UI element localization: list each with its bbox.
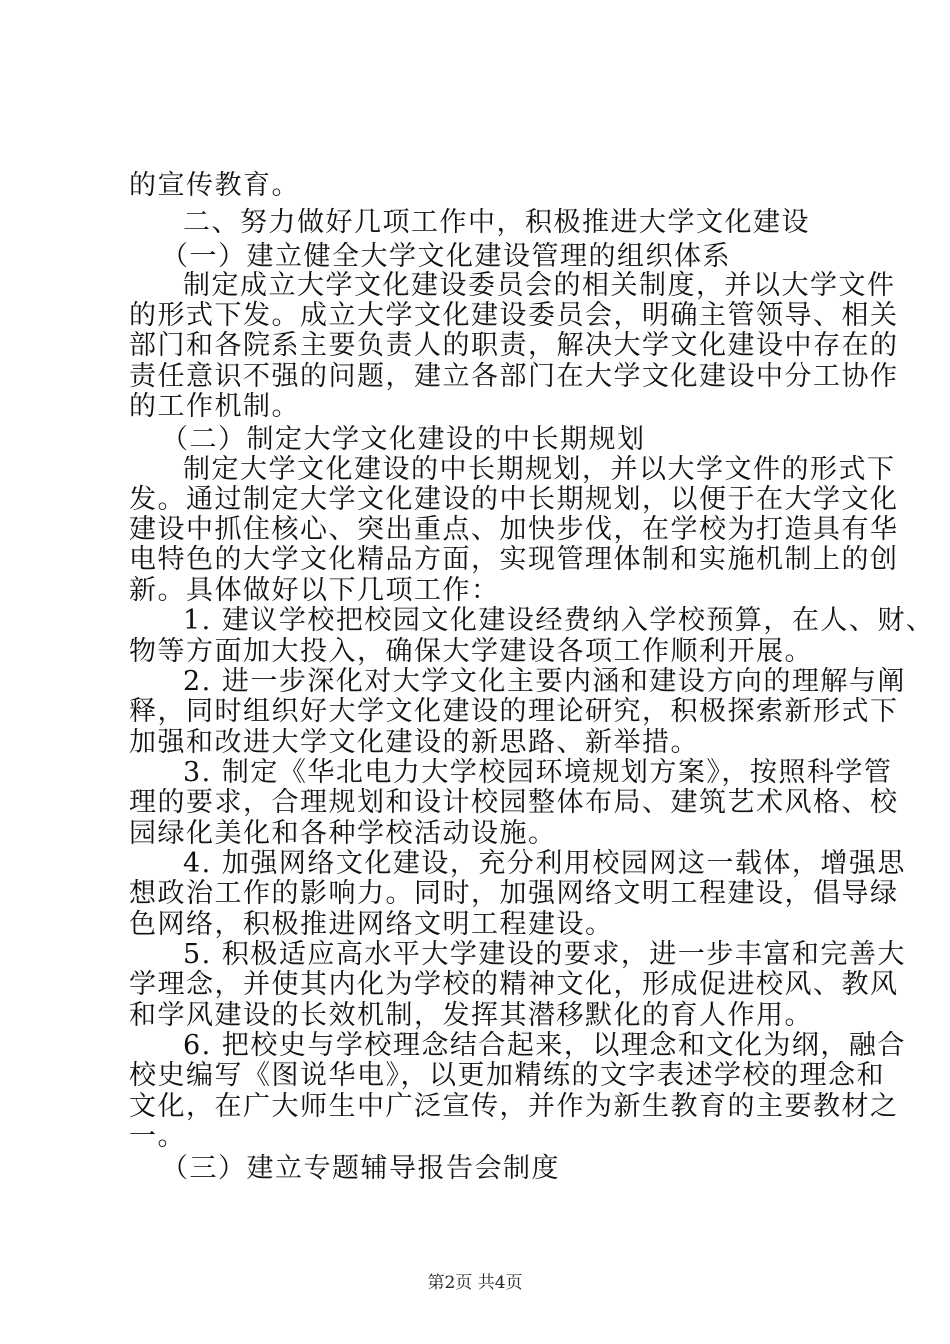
text-line-19: 加强和改进大学文化建设的新思路、新举措。 [129, 727, 699, 758]
section-heading-2: 二、努力做好几项工作中，积极推进大学文化建设 [183, 207, 810, 238]
text-line-13: 电特色的大学文化精品方面，实现管理体制和实施机制上的创 [129, 544, 899, 575]
text-line-1: 的宣传教育。 [129, 170, 300, 201]
list-item-6: 6. 把校史与学校理念结合起来，以理念和文化为纲，融合 [183, 1030, 906, 1061]
subsection-heading-1: （一）建立健全大学文化建设管理的组织体系 [161, 241, 731, 272]
text-line-28: 和学风建设的长效机制，发挥其潜移默化的育人作用。 [129, 1000, 813, 1031]
subsection-heading-2: （二）制定大学文化建设的中长期规划 [161, 424, 646, 455]
text-line-10: 制定大学文化建设的中长期规划，并以大学文件的形式下 [183, 454, 896, 485]
text-line-11: 发。通过制定大学文化建设的中长期规划，以便于在大学文化 [129, 484, 899, 515]
text-line-6: 部门和各院系主要负责人的职责，解决大学文化建设中存在的 [129, 330, 899, 361]
list-item-5: 5. 积极适应高水平大学建设的要求，进一步丰富和完善大 [183, 939, 906, 970]
text-line-32: 一。 [129, 1121, 186, 1152]
text-line-16: 物等方面加大投入，确保大学建设各项工作顺利开展。 [129, 636, 813, 667]
page-number-footer: 第2页 共4页 [427, 1273, 523, 1293]
text-line-25: 色网络，积极推进网络文明工程建设。 [129, 909, 614, 940]
text-line-12: 建设中抓住核心、突出重点、加快步伐，在学校为打造具有华 [129, 514, 899, 545]
text-line-24: 想政治工作的影响力。同时，加强网络文明工程建设，倡导绿 [129, 878, 899, 909]
list-item-3: 3. 制定《华北电力大学校园环境规划方案》，按照科学管 [183, 757, 893, 788]
text-line-31: 文化，在广大师生中广泛宣传，并作为新生教育的主要教材之 [129, 1091, 899, 1122]
list-item-4: 4. 加强网络文化建设，充分利用校园网这一载体，增强思 [183, 848, 906, 879]
text-line-18: 释，同时组织好大学文化建设的理论研究，积极探索新形式下 [129, 696, 899, 727]
text-line-27: 学理念，并使其内化为学校的精神文化，形成促进校风、教风 [129, 969, 899, 1000]
text-line-21: 理的要求，合理规划和设计校园整体布局、建筑艺术风格、校 [129, 787, 899, 818]
text-line-8: 的工作机制。 [129, 391, 300, 422]
text-line-5: 的形式下发。成立大学文化建设委员会，明确主管领导、相关 [129, 300, 899, 331]
text-line-22: 园绿化美化和各种学校活动设施。 [129, 818, 557, 849]
text-line-7: 责任意识不强的问题，建立各部门在大学文化建设中分工协作 [129, 361, 899, 392]
text-line-30: 校史编写《图说华电》，以更加精练的文字表述学校的理念和 [129, 1060, 885, 1091]
list-item-2: 2. 进一步深化对大学文化主要内涵和建设方向的理解与阐 [183, 666, 906, 697]
text-line-14: 新。具体做好以下几项工作： [129, 575, 500, 606]
subsection-heading-3: （三）建立专题辅导报告会制度 [161, 1153, 560, 1184]
text-line-4: 制定成立大学文化建设委员会的相关制度，并以大学文件 [183, 270, 896, 301]
list-item-1: 1. 建议学校把校园文化建设经费纳入学校预算，在人、财、 [183, 605, 935, 636]
